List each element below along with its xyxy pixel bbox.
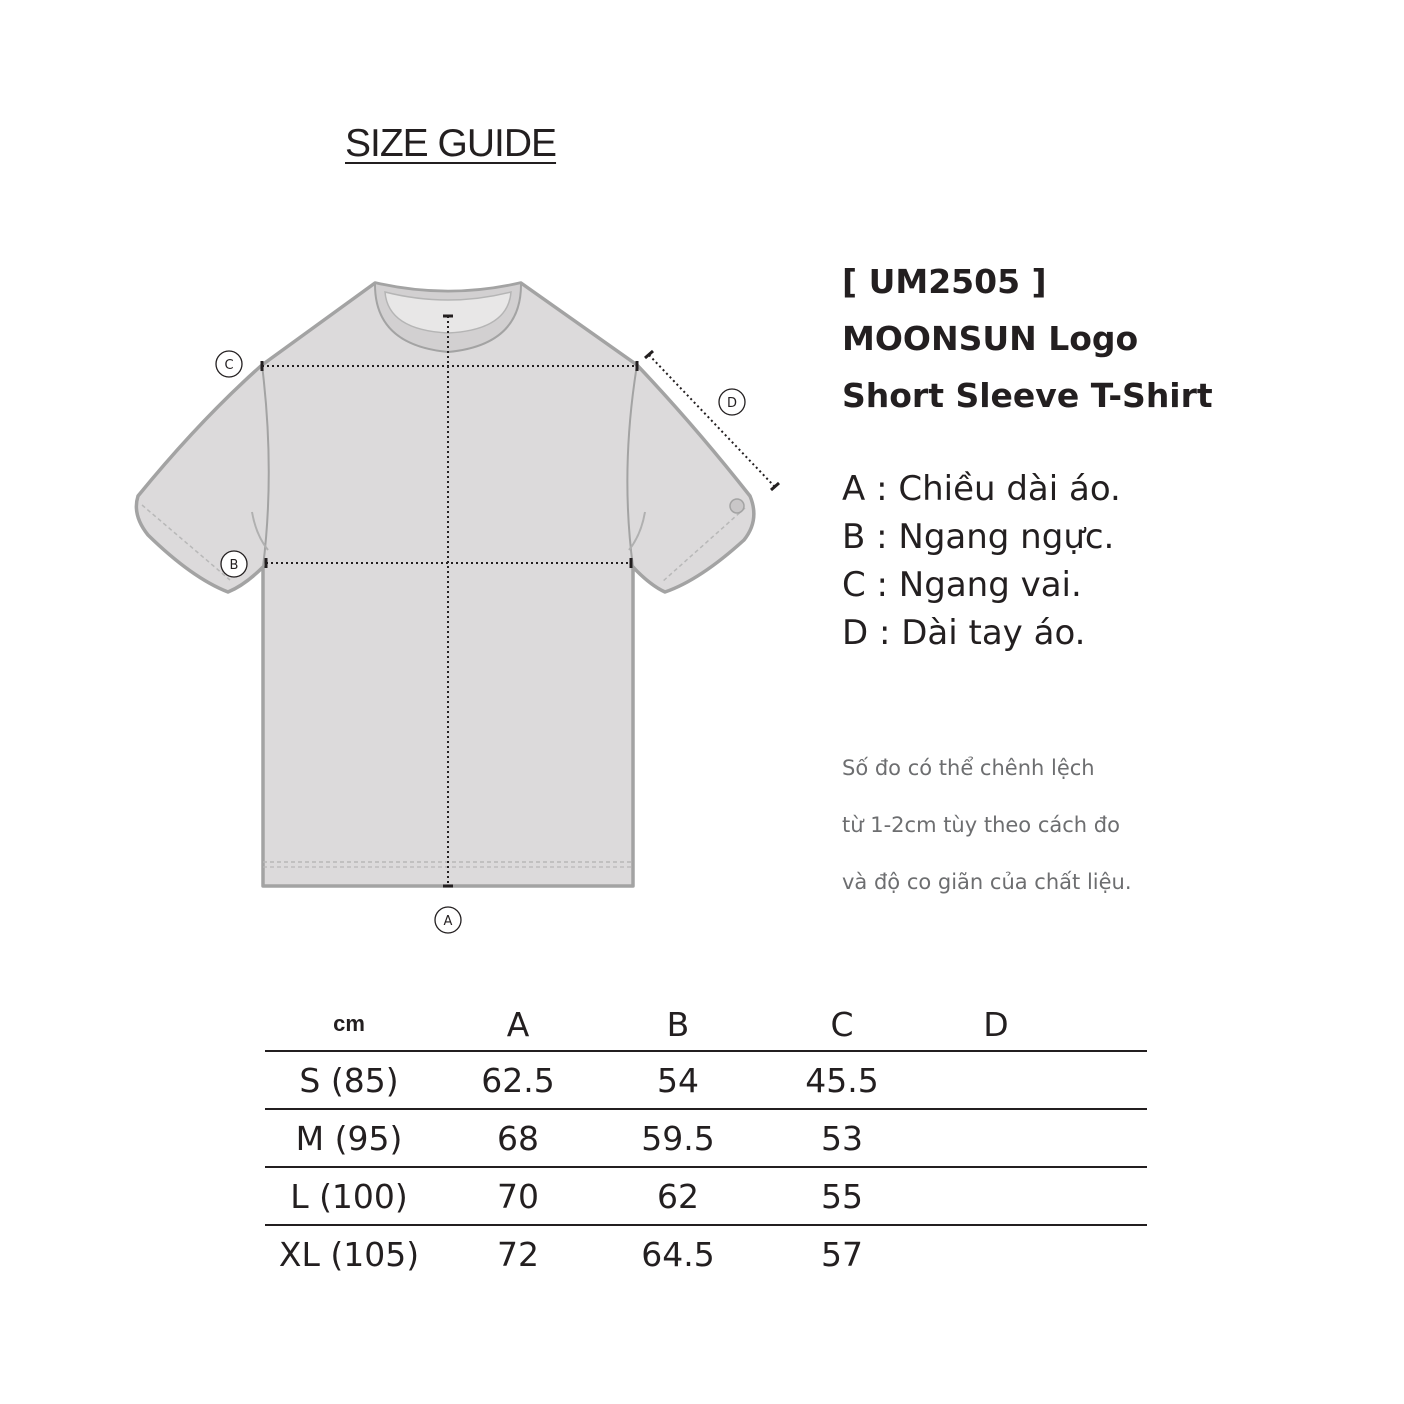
- value-cell: 68: [433, 1109, 603, 1167]
- value-cell: [931, 1051, 1061, 1109]
- table-row: [265, 1051, 1147, 1109]
- value-cell: 64.5: [603, 1225, 753, 1282]
- legend-item-d: D : Dài tay áo.: [842, 613, 1086, 653]
- column-header-unit: cm: [333, 1011, 365, 1036]
- column-header-c: C: [830, 1004, 854, 1044]
- column-header-a: A: [506, 1004, 530, 1044]
- note-line: Số đo có thể chênh lệch: [842, 756, 1095, 780]
- column-header-spacer: [1061, 998, 1147, 1051]
- spacer-cell: [1061, 1167, 1147, 1225]
- value-cell: 57: [753, 1225, 931, 1282]
- marker-c: [216, 351, 242, 377]
- value-cell: 70: [433, 1167, 603, 1225]
- size-cell: S (85): [265, 1051, 433, 1109]
- table-header-row: [265, 998, 1147, 1051]
- legend-item-b: B : Ngang ngực.: [842, 517, 1115, 557]
- value-cell: 59.5: [603, 1109, 753, 1167]
- measurement-legend: [842, 465, 1121, 657]
- table-row: [265, 1225, 1147, 1282]
- marker-b: [221, 551, 247, 577]
- legend-item-c: C : Ngang vai.: [842, 565, 1082, 605]
- spacer-cell: [1061, 1109, 1147, 1167]
- svg-text:C: C: [224, 358, 234, 373]
- spacer-cell: [1061, 1225, 1147, 1282]
- size-cell: L (100): [265, 1167, 433, 1225]
- product-info: [842, 253, 1213, 424]
- page-title: SIZE GUIDE: [345, 122, 557, 165]
- value-cell: 72: [433, 1225, 603, 1282]
- product-name-line2: Short Sleeve T-Shirt: [842, 376, 1213, 415]
- sleeve-tab: [730, 499, 744, 513]
- column-header-d: D: [983, 1004, 1009, 1044]
- value-cell: 55: [753, 1167, 931, 1225]
- svg-text:D: D: [726, 396, 738, 411]
- value-cell: 53: [753, 1109, 931, 1167]
- value-cell: [931, 1109, 1061, 1167]
- svg-text:A: A: [443, 914, 453, 929]
- marker-d: [719, 389, 745, 415]
- value-cell: 62: [603, 1167, 753, 1225]
- spacer-cell: [1061, 1051, 1147, 1109]
- size-cell: M (95): [265, 1109, 433, 1167]
- table-row: [265, 1109, 1147, 1167]
- value-cell: [931, 1225, 1061, 1282]
- marker-a: [435, 907, 461, 933]
- product-code: [ UM2505 ]: [842, 262, 1047, 301]
- note-line: và độ co giãn của chất liệu.: [842, 870, 1132, 894]
- value-cell: 54: [603, 1051, 753, 1109]
- value-cell: 62.5: [433, 1051, 603, 1109]
- svg-text:B: B: [229, 558, 239, 573]
- note-line: từ 1-2cm tùy theo cách đo: [842, 813, 1120, 837]
- measurement-note: [842, 740, 1132, 911]
- value-cell: 45.5: [753, 1051, 931, 1109]
- size-cell: XL (105): [265, 1225, 433, 1282]
- legend-item-a: A : Chiều dài áo.: [842, 469, 1121, 509]
- value-cell: [931, 1167, 1061, 1225]
- table-row: [265, 1167, 1147, 1225]
- product-name-line1: MOONSUN Logo: [842, 319, 1139, 358]
- size-table: [265, 998, 1147, 1282]
- column-header-b: B: [666, 1004, 690, 1044]
